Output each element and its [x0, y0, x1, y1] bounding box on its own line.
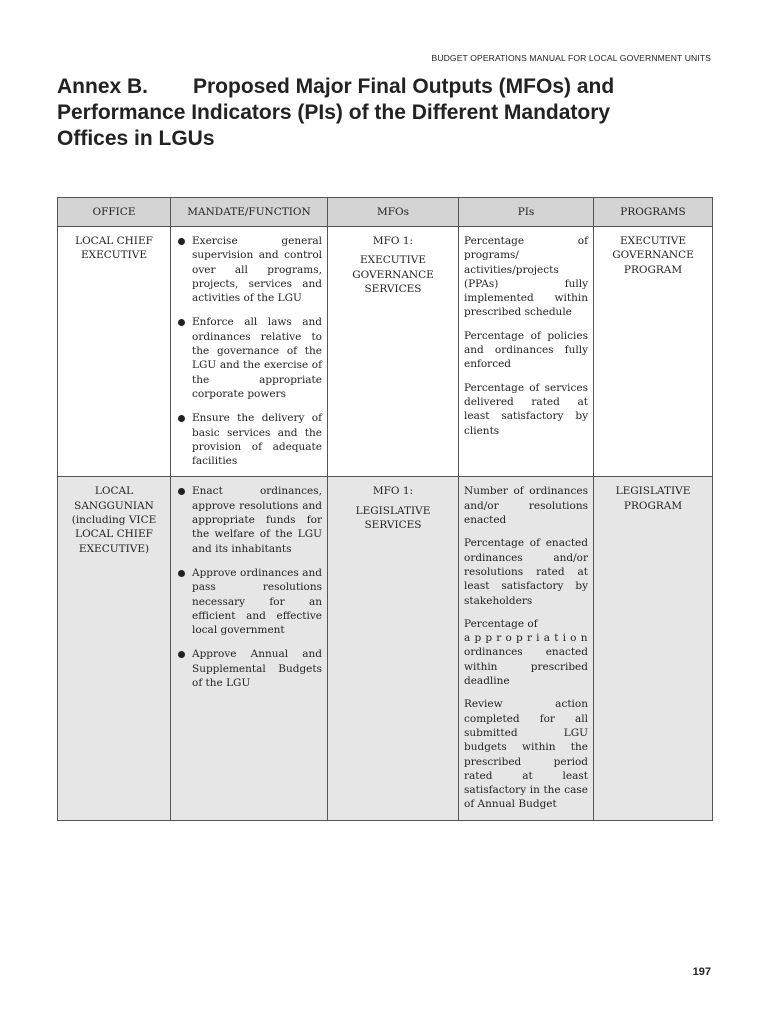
mandate-cell — [171, 227, 328, 477]
list-item — [176, 234, 322, 305]
column-header-office: OFFICE — [58, 198, 171, 227]
mfo-cell — [328, 227, 459, 477]
mandate-text: Exercise general supervision and control over all programs, projects, services and activities of the LGU — [192, 235, 322, 305]
mfo-number: MFO 1: — [372, 485, 414, 498]
program-cell: EXECUTIVE GOVERNANCE PROGRAM — [594, 227, 713, 477]
mfo-number: MFO 1: — [372, 235, 414, 247]
column-header-programs: PROGRAMS — [594, 198, 713, 227]
table-row — [58, 477, 713, 820]
office-cell: LOCAL CHIEF EXECUTIVE — [58, 227, 171, 477]
column-header-mfos: MFOs — [328, 198, 459, 227]
office-cell: LOCAL SANGGUNIAN (including VICE LOCAL CHIEF EXECUTIVE) — [58, 477, 171, 820]
bullet-icon — [178, 651, 185, 658]
page-title — [57, 74, 717, 152]
pi-text: appropriation — [464, 632, 592, 645]
title-line-2: Performance Indicators (PIs) of the Different Mandatory — [57, 101, 611, 124]
list-item — [176, 647, 322, 690]
mfo-name: LEGISLATIVE SERVICES — [355, 504, 431, 532]
mfo-table — [57, 197, 713, 821]
mandate-cell — [171, 477, 328, 820]
pi-cell — [459, 227, 594, 477]
list-item — [176, 315, 322, 401]
title-line-3: Offices in LGUs — [57, 127, 215, 150]
title-line-1: Proposed Major Final Outputs (MFOs) and — [193, 75, 615, 98]
bullet-icon — [178, 570, 185, 577]
mandate-text: Enforce all laws and ordinances relative to the governance of the LGU and the exercise of the appropriate corporate powers — [192, 316, 322, 400]
bullet-icon — [178, 238, 185, 245]
bullet-icon — [178, 488, 185, 495]
page-number: 197 — [692, 966, 711, 978]
column-header-pis: PIs — [459, 198, 594, 227]
annex-label: Annex B. — [57, 75, 149, 98]
mandate-list — [176, 484, 322, 690]
pi-item: Number of ordinances and/or resolutions enacted — [464, 485, 588, 527]
pi-item: Review action completed for all submitted LGU budgets within the prescribed period rated at least satisfactory in the case of Annual Budget — [464, 698, 588, 811]
pi-item: Percentage of services delivered rated at least satisfactory by clients — [464, 381, 588, 437]
list-item — [176, 566, 322, 637]
mandate-text: Approve ordinances and pass resolutions necessary for an efficient and effective local government — [192, 566, 322, 637]
mandate-text: Approve Annual and Supplemental Budgets of the LGU — [192, 648, 322, 690]
mfo-name: EXECUTIVE GOVERNANCE SERVICES — [352, 254, 434, 295]
pi-text: ordinances enacted within prescribed deadline — [464, 646, 588, 688]
bullet-icon — [178, 319, 185, 326]
list-item — [176, 484, 322, 555]
running-header: BUDGET OPERATIONS MANUAL FOR LOCAL GOVERNMENT UNITS — [431, 53, 711, 63]
table-header-row — [58, 198, 713, 227]
table-row — [58, 227, 713, 477]
pi-item: Percentage of enacted ordinances and/or resolutions rated at least satisfactory by stakeholders — [464, 537, 588, 607]
list-item — [176, 411, 322, 468]
pi-item — [464, 617, 592, 688]
pi-item: Percentage of policies and ordinances fully enforced — [464, 329, 588, 371]
mfo-cell — [328, 477, 459, 820]
pi-cell — [459, 477, 594, 820]
bullet-icon — [178, 415, 185, 422]
mandate-text: Enact ordinances, approve resolutions and appropriate funds for the welfare of the LGU and its inhabitants — [192, 485, 322, 555]
pi-text: Percentage of — [464, 617, 538, 630]
pi-item: Percentage of programs/ activities/projects (PPAs) fully implemented within prescribed schedule — [464, 235, 588, 319]
column-header-mandate: MANDATE/FUNCTION — [171, 198, 328, 227]
mandate-text: Ensure the delivery of basic services and the provision of adequate facilities — [192, 412, 322, 468]
program-cell: LEGISLATIVE PROGRAM — [594, 477, 713, 820]
mandate-list — [176, 234, 322, 468]
